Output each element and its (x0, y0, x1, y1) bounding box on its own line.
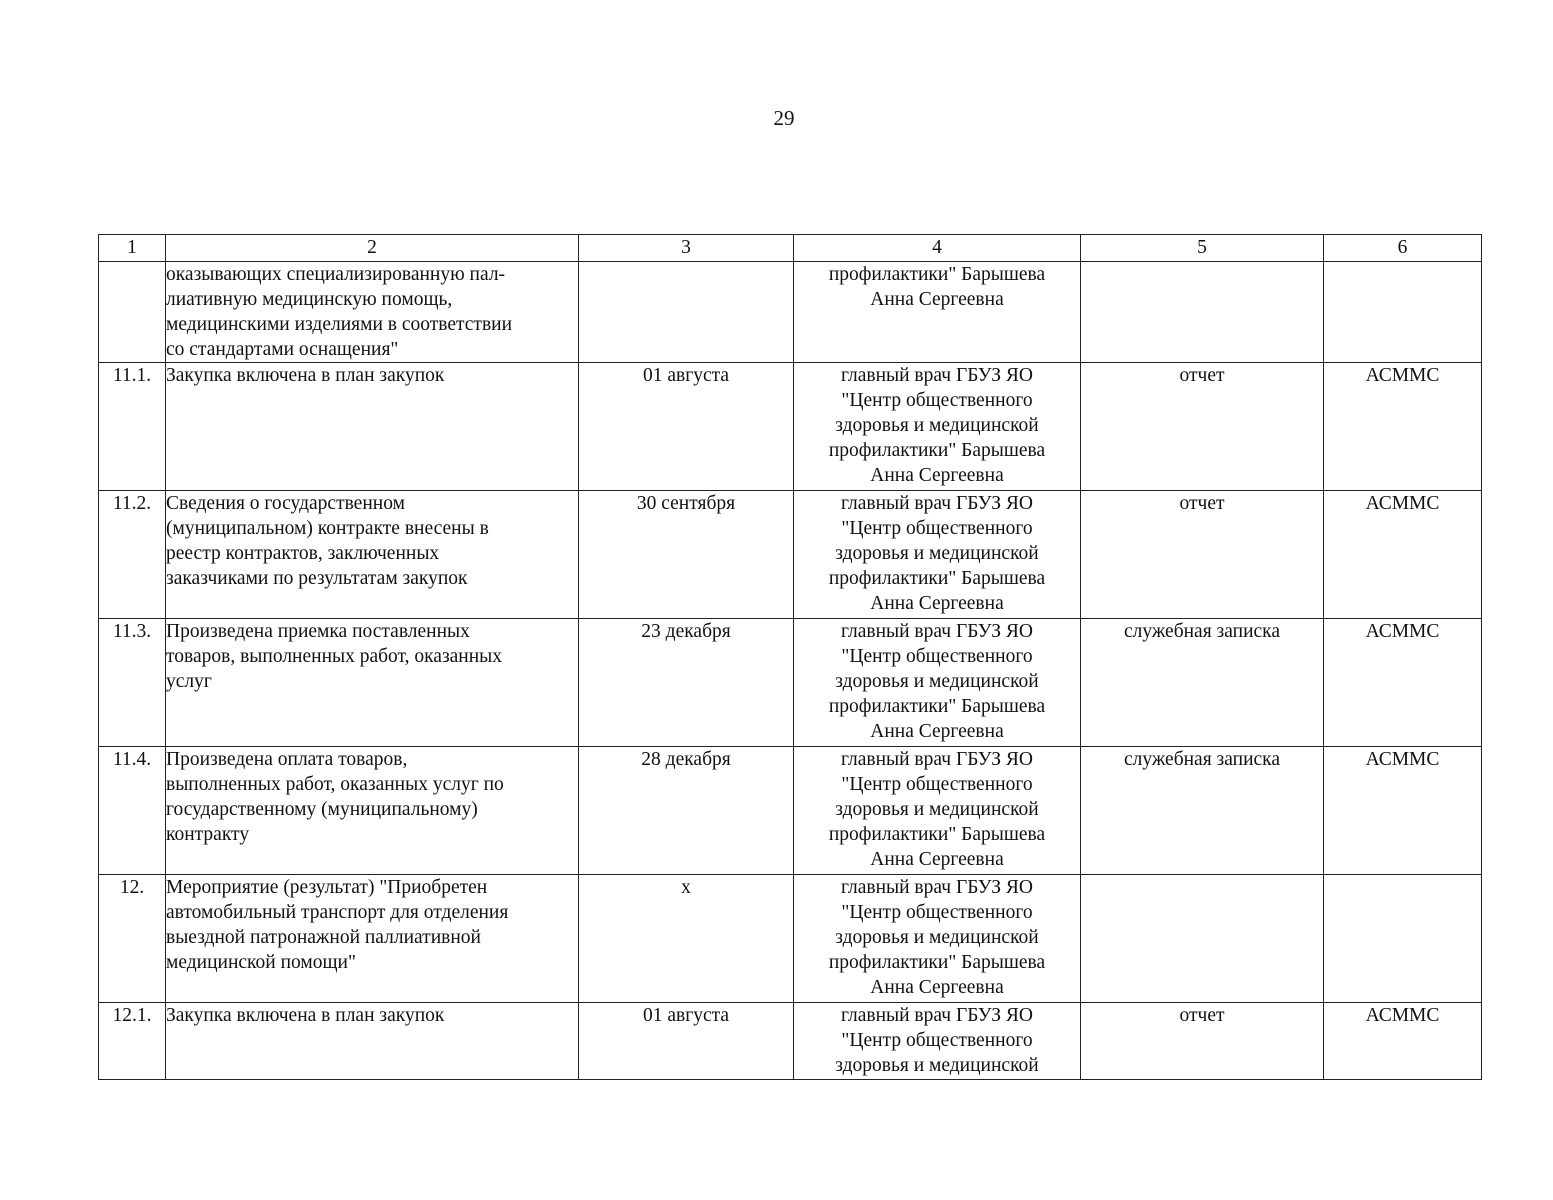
table-row (99, 619, 1482, 747)
deadline-cell: х (579, 875, 794, 1003)
table-row (99, 491, 1482, 619)
item-number-cell: 11.4. (99, 747, 166, 875)
column-header: 3 (579, 235, 794, 262)
column-header: 5 (1081, 235, 1324, 262)
information-system-cell: АСММС (1324, 619, 1482, 747)
table-row (99, 1003, 1482, 1080)
item-number-cell: 12.1. (99, 1003, 166, 1080)
activity-cell: Произведена оплата товаров, выполненных работ, оказанных услуг по государственному (муниципальному) контракту (166, 747, 579, 875)
table-row (99, 747, 1482, 875)
responsible-cell: профилактики" Барышева Анна Сергеевна (794, 262, 1081, 363)
activity-cell: оказывающих специализированную пал- лиативную медицинскую помощь, медицинскими изделиями в соответствии со стандартами оснащения" (166, 262, 579, 363)
activity-cell: Произведена приемка поставленных товаров, выполненных работ, оказанных услуг (166, 619, 579, 747)
deadline-cell (579, 262, 794, 363)
document-type-cell: отчет (1081, 363, 1324, 491)
activity-cell: Сведения о государственном (муниципальном) контракте внесены в реестр контрактов, заключенных заказчиками по результатам закупок (166, 491, 579, 619)
table-row (99, 875, 1482, 1003)
item-number-cell: 11.3. (99, 619, 166, 747)
item-number-cell (99, 262, 166, 363)
deadline-cell: 28 декабря (579, 747, 794, 875)
information-system-cell: АСММС (1324, 363, 1482, 491)
information-system-cell: АСММС (1324, 747, 1482, 875)
activity-cell: Закупка включена в план закупок (166, 1003, 579, 1080)
document-type-cell: служебная записка (1081, 619, 1324, 747)
document-type-cell: служебная записка (1081, 747, 1324, 875)
information-system-cell: АСММС (1324, 491, 1482, 619)
column-header: 4 (794, 235, 1081, 262)
item-number-cell: 11.1. (99, 363, 166, 491)
item-number-cell: 11.2. (99, 491, 166, 619)
responsible-cell: главный врач ГБУЗ ЯО "Центр общественного здоровья и медицинской профилактики" Барышева Анна Сергеевна (794, 875, 1081, 1003)
column-number-row (99, 235, 1482, 262)
responsible-cell: главный врач ГБУЗ ЯО "Центр общественного здоровья и медицинской профилактики" Барышева Анна Сергеевна (794, 747, 1081, 875)
deadline-cell: 23 декабря (579, 619, 794, 747)
item-number-cell: 12. (99, 875, 166, 1003)
responsible-cell: главный врач ГБУЗ ЯО "Центр общественного здоровья и медицинской профилактики" Барышева Анна Сергеевна (794, 619, 1081, 747)
table-row (99, 262, 1482, 363)
responsible-cell: главный врач ГБУЗ ЯО "Центр общественного здоровья и медицинской профилактики" Барышева Анна Сергеевна (794, 363, 1081, 491)
table-row (99, 363, 1482, 491)
column-header: 1 (99, 235, 166, 262)
deadline-cell: 01 августа (579, 363, 794, 491)
activity-cell: Мероприятие (результат) "Приобретен автомобильный транспорт для отделения выездной патронажной паллиативной медицинской помощи" (166, 875, 579, 1003)
information-system-cell: АСММС (1324, 1003, 1482, 1080)
document-type-cell: отчет (1081, 1003, 1324, 1080)
information-system-cell (1324, 262, 1482, 363)
document-type-cell: отчет (1081, 491, 1324, 619)
responsible-cell: главный врач ГБУЗ ЯО "Центр общественного здоровья и медицинской (794, 1003, 1081, 1080)
deadline-cell: 30 сентября (579, 491, 794, 619)
document-type-cell (1081, 875, 1324, 1003)
deadline-cell: 01 августа (579, 1003, 794, 1080)
document-type-cell (1081, 262, 1324, 363)
page-number: 29 (773, 106, 795, 130)
table-body (99, 262, 1482, 1080)
activity-cell: Закупка включена в план закупок (166, 363, 579, 491)
activity-plan-table (98, 234, 1482, 1080)
column-header: 2 (166, 235, 579, 262)
responsible-cell: главный врач ГБУЗ ЯО "Центр общественного здоровья и медицинской профилактики" Барышева Анна Сергеевна (794, 491, 1081, 619)
information-system-cell (1324, 875, 1482, 1003)
column-header: 6 (1324, 235, 1482, 262)
